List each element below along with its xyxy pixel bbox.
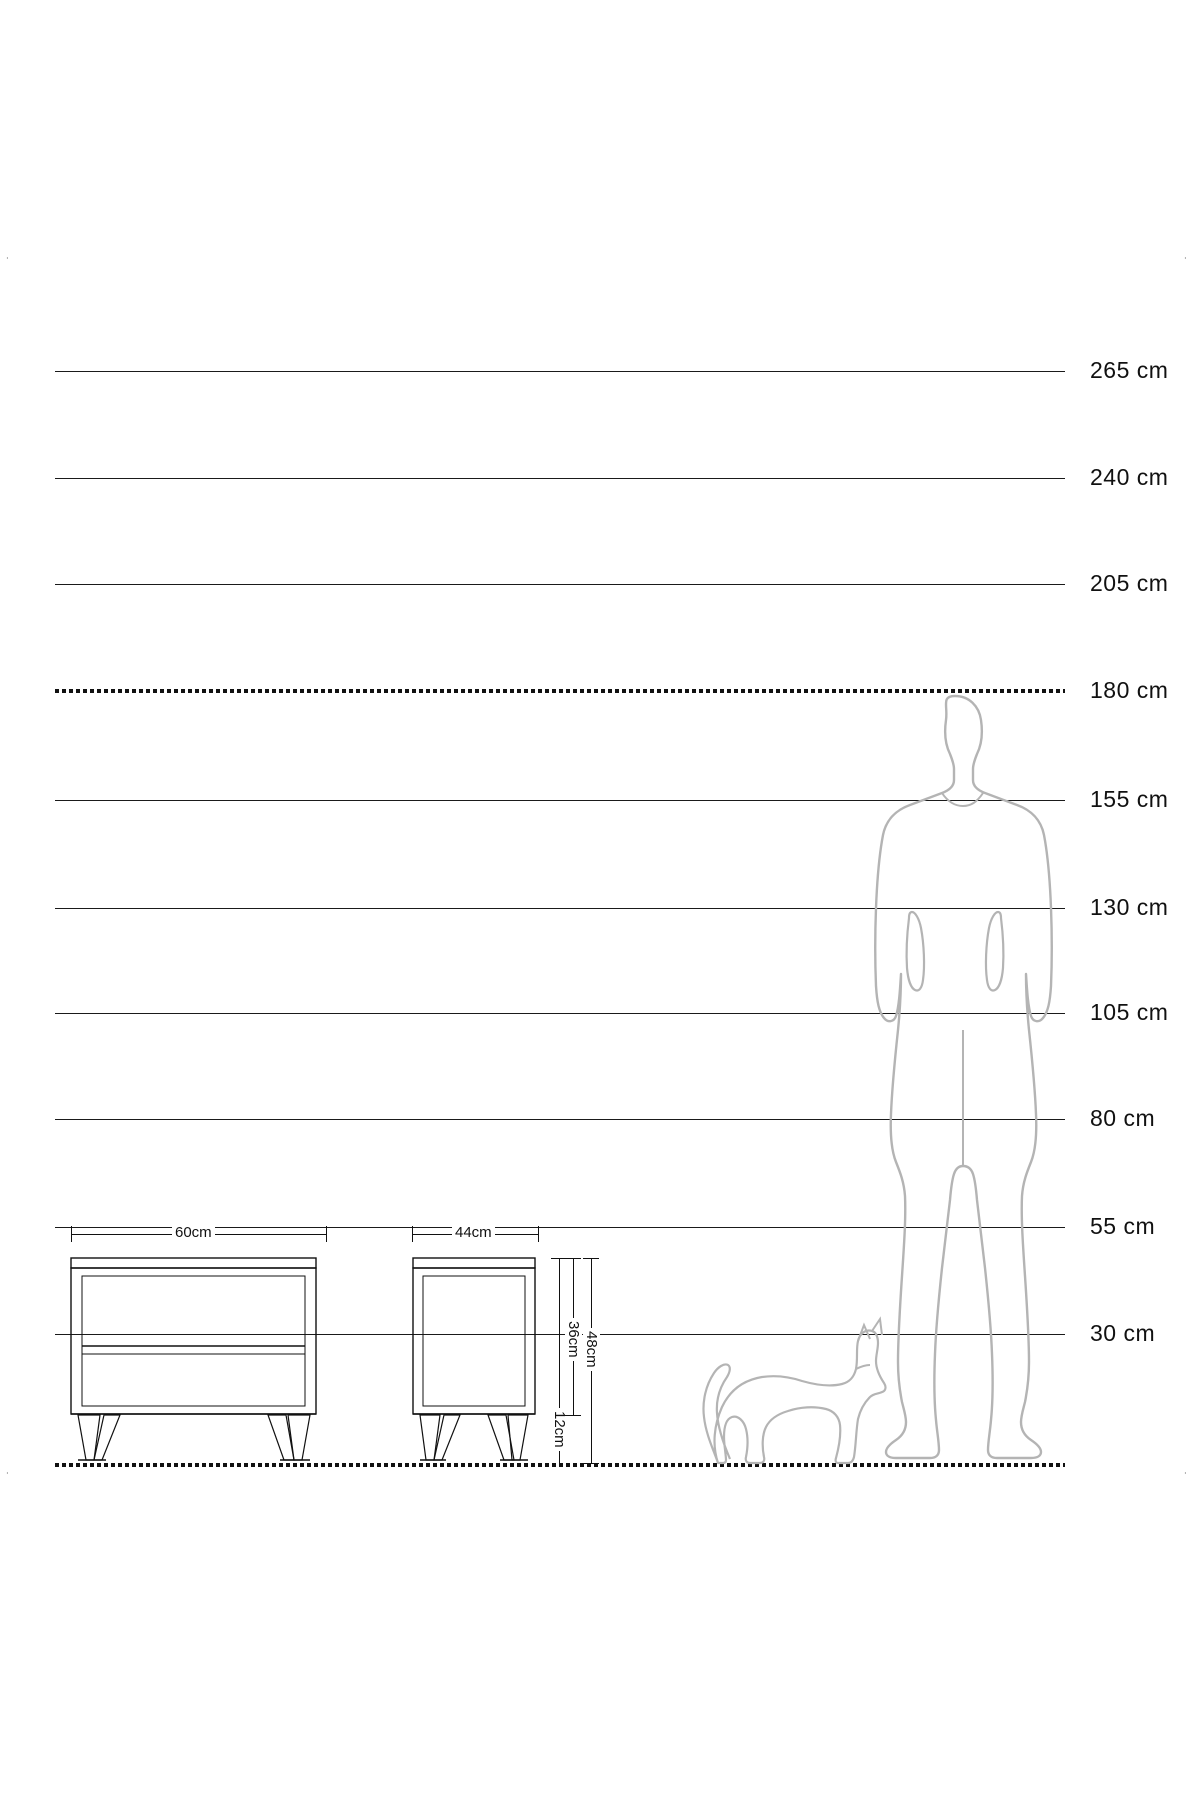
- dim-cap-44cm-right: [538, 1226, 539, 1242]
- dim-label-48cm: 48cm: [583, 1328, 600, 1371]
- scale-label-80: 80 cm: [1090, 1105, 1156, 1131]
- scale-label-240: 240 cm: [1090, 464, 1169, 490]
- scale-line-240: [55, 478, 1065, 479]
- furniture-large-open-shelf-cabinet: [62, 1250, 332, 1472]
- corner-mark-bottom-right: ˙: [1184, 1470, 1188, 1484]
- corner-mark-bottom-left: ˙: [6, 1470, 10, 1484]
- corner-mark-top-left: ˙: [6, 255, 10, 269]
- scale-label-105: 105 cm: [1090, 999, 1169, 1025]
- dim-cap-36cm-top: [565, 1258, 581, 1259]
- scale-line-205: [55, 584, 1065, 585]
- dim-label-12cm: 12cm: [551, 1408, 568, 1451]
- dim-label-36cm: 36cm: [565, 1318, 582, 1361]
- scale-line-265: [55, 371, 1065, 372]
- dim-label-60cm: 60cm: [172, 1224, 215, 1241]
- dim-cap-36cm-bottom: [565, 1415, 581, 1416]
- scale-label-180: 180 cm: [1090, 677, 1169, 703]
- scale-label-155: 155 cm: [1090, 786, 1169, 812]
- scale-label-205: 205 cm: [1090, 570, 1169, 596]
- corner-mark-top-right: ˙: [1184, 255, 1188, 269]
- dim-cap-44cm-left: [412, 1226, 413, 1242]
- man-silhouette: [845, 690, 1065, 1470]
- furniture-small-nightstand-cabinet: [408, 1250, 553, 1472]
- dim-cap-60cm-right: [326, 1226, 327, 1242]
- scale-label-30: 30 cm: [1090, 1320, 1156, 1346]
- scale-label-265: 265 cm: [1090, 357, 1169, 383]
- dim-label-44cm: 44cm: [452, 1224, 495, 1241]
- dim-cap-48cm-top: [583, 1258, 599, 1259]
- dim-cap-48cm-bottom: [583, 1463, 599, 1464]
- scale-label-130: 130 cm: [1090, 894, 1169, 920]
- scale-label-55: 55 cm: [1090, 1213, 1156, 1239]
- dim-cap-60cm-left: [71, 1226, 72, 1242]
